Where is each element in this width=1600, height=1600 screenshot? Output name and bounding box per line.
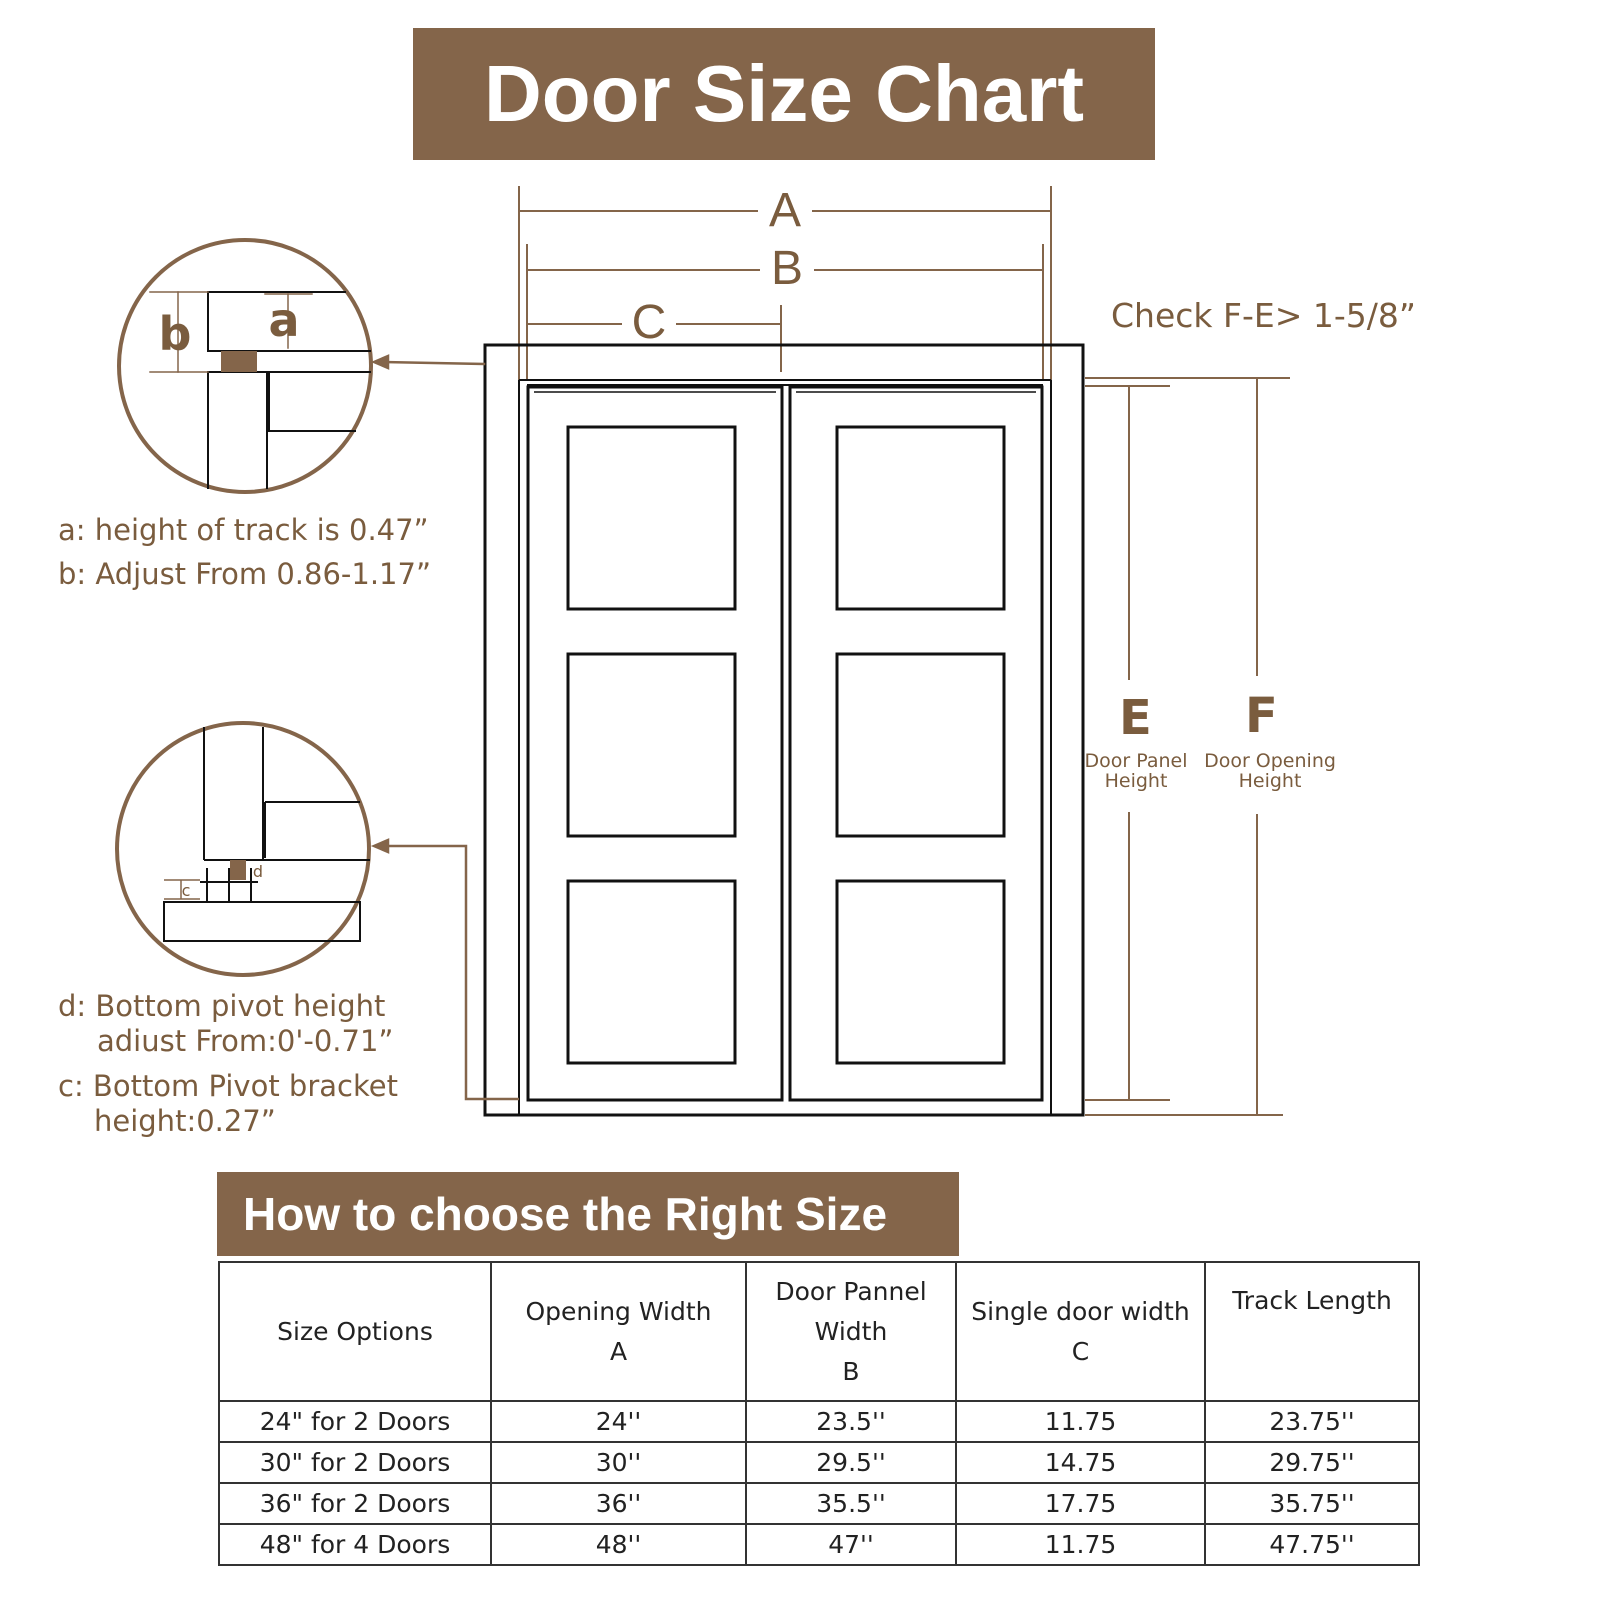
- dim-label-a: A: [768, 184, 802, 237]
- header-track-length: [1205, 1262, 1419, 1401]
- table-cell: 47.75'': [1205, 1524, 1419, 1565]
- table-cell: 24" for 2 Doors: [219, 1401, 491, 1442]
- table-cell: 17.75: [956, 1483, 1205, 1524]
- header-size-options: [219, 1262, 491, 1401]
- dim-label-f: F: [1245, 688, 1278, 744]
- header-single-door-width: [956, 1262, 1205, 1401]
- size-table: [218, 1261, 1420, 1566]
- header-line: Opening Width: [525, 1296, 712, 1326]
- table-cell: 23.75'': [1205, 1401, 1419, 1442]
- page-title: Door Size Chart: [413, 28, 1155, 160]
- table-row: [219, 1401, 1419, 1442]
- table-cell: 30" for 2 Doors: [219, 1442, 491, 1483]
- header-line: Size Options: [277, 1316, 433, 1346]
- detail-label-c: c: [181, 881, 191, 900]
- table-cell: 23.5'': [746, 1401, 956, 1442]
- header-line: Track Length: [1232, 1286, 1392, 1315]
- table-cell: 48'': [491, 1524, 746, 1565]
- table-cell: 14.75: [956, 1442, 1205, 1483]
- door-panel-height-line2: Height: [1104, 770, 1168, 792]
- header-line: A: [609, 1336, 628, 1366]
- table-cell: 24'': [491, 1401, 746, 1442]
- table-cell: 11.75: [956, 1401, 1205, 1442]
- header-line: Door Pannel: [775, 1276, 927, 1306]
- door-panel-height-line1: Door Panel: [1084, 750, 1188, 772]
- dim-label-c: C: [631, 296, 667, 349]
- door-opening-height-line2: Height: [1238, 770, 1302, 792]
- table-cell: 35.5'': [746, 1483, 956, 1524]
- table-row: [219, 1483, 1419, 1524]
- door-frame: [485, 345, 1083, 1115]
- table-cell: 35.75'': [1205, 1483, 1419, 1524]
- table-row: [219, 1442, 1419, 1483]
- detail-label-d: d: [252, 862, 264, 881]
- dim-label-b: B: [770, 242, 804, 295]
- table-cell: 48" for 4 Doors: [219, 1524, 491, 1565]
- table-cell: 29.75'': [1205, 1442, 1419, 1483]
- door-opening-height-line1: Door Opening: [1204, 750, 1336, 772]
- door-panel-right: [790, 387, 1042, 1100]
- note-a: a: height of track is 0.47”: [58, 513, 429, 547]
- table-cell: 11.75: [956, 1524, 1205, 1565]
- note-d-line1: d: Bottom pivot height: [58, 989, 386, 1023]
- table-cell: 47'': [746, 1524, 956, 1565]
- door-panel-left: [528, 387, 782, 1100]
- table-header-row: [219, 1262, 1419, 1401]
- table-row: [219, 1524, 1419, 1565]
- header-panel-width: [746, 1262, 956, 1401]
- table-cell: 30'': [491, 1442, 746, 1483]
- note-d-line2: adiust From:0'-0.71”: [97, 1024, 394, 1058]
- detail-label-a: a: [268, 293, 300, 347]
- table-cell: 36'': [491, 1483, 746, 1524]
- detail-label-b: b: [158, 307, 192, 361]
- check-note: Check F-E> 1-5/8”: [1111, 296, 1416, 335]
- header-line: Single door width: [971, 1296, 1190, 1326]
- header-line: Width: [814, 1316, 888, 1346]
- section-title: How to choose the Right Size: [217, 1172, 959, 1256]
- track-detail-circle: [119, 240, 484, 492]
- table-cell: 29.5'': [746, 1442, 956, 1483]
- door-panel-height-label: [1080, 751, 1192, 791]
- note-b: b: Adjust From 0.86-1.17”: [58, 557, 431, 591]
- note-c-line1: c: Bottom Pivot bracket: [58, 1069, 398, 1103]
- header-line: C: [1071, 1336, 1090, 1366]
- header-line: B: [842, 1356, 860, 1386]
- table-cell: 36" for 2 Doors: [219, 1483, 491, 1524]
- door-opening-height-label: [1203, 751, 1337, 791]
- note-c-line2: height:0.27”: [94, 1104, 276, 1138]
- header-opening-width: [491, 1262, 746, 1401]
- height-dimension-lines: [1085, 378, 1290, 1115]
- dim-label-e: E: [1119, 690, 1152, 746]
